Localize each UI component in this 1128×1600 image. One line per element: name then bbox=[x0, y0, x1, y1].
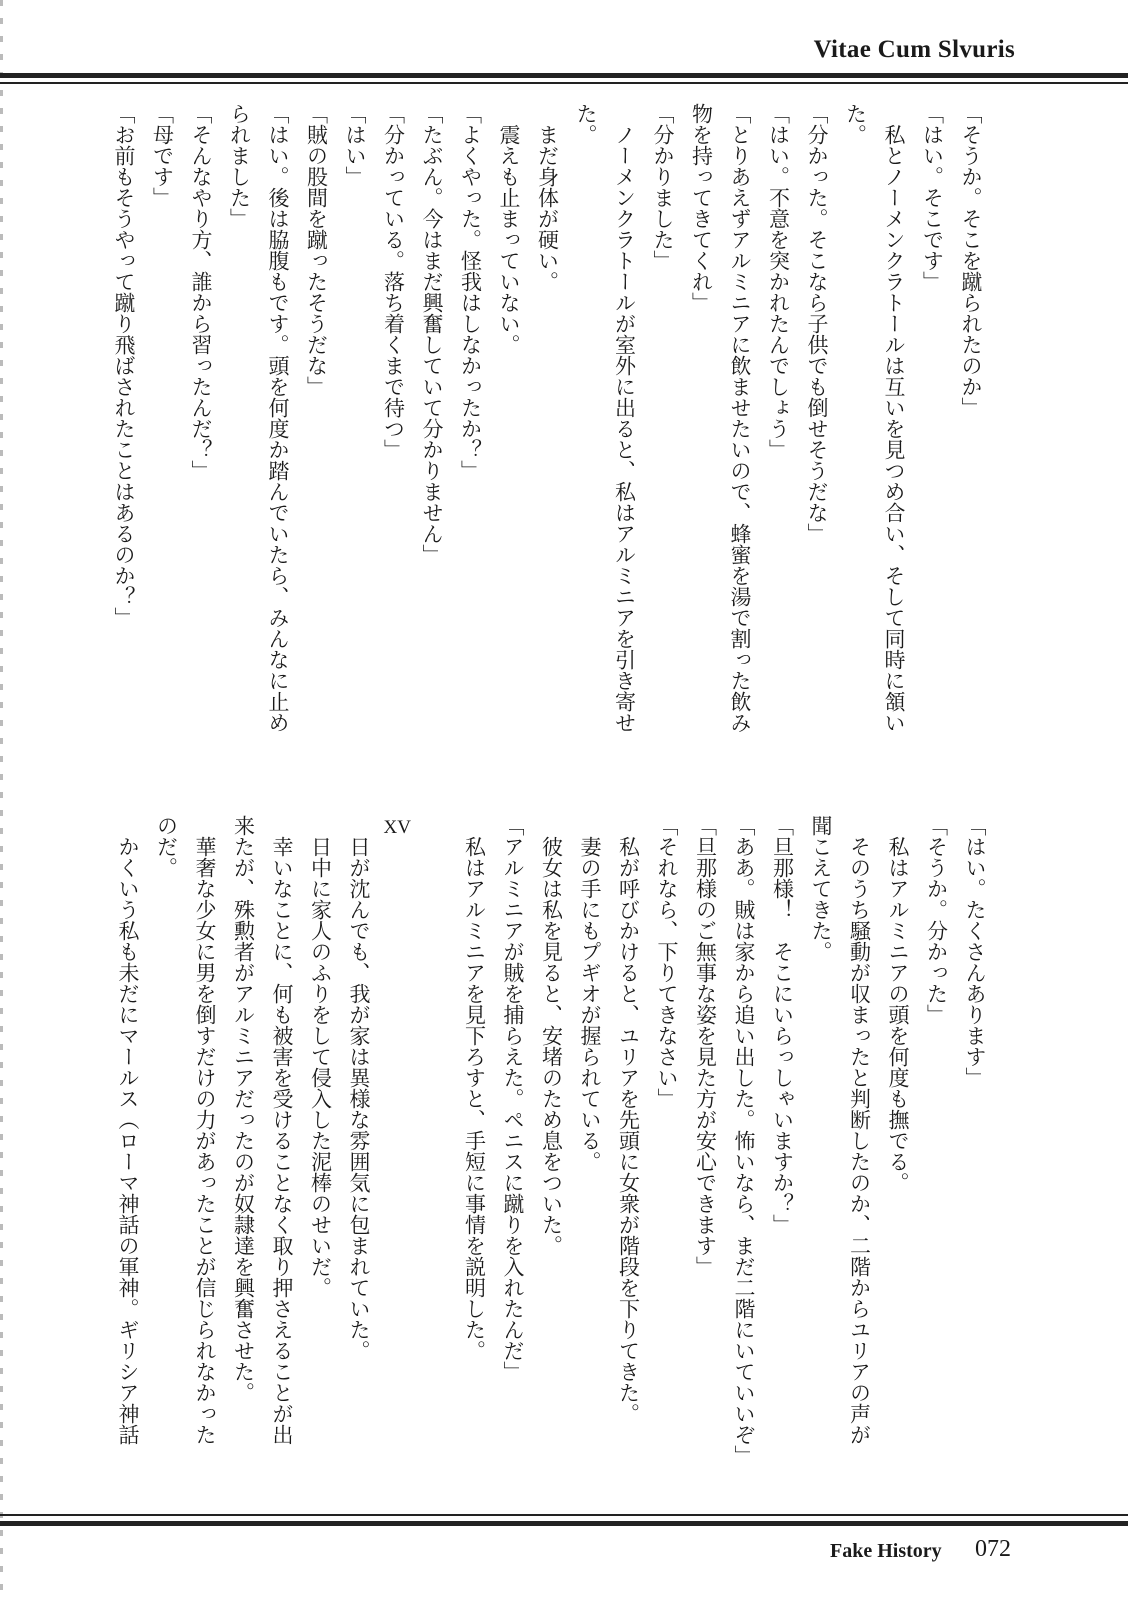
text-line: 「分かった。そこなら子供でも倒せそうだな」 bbox=[805, 103, 829, 544]
text-line: 「旦那様！ そこにいらっしゃいますか？」 bbox=[770, 815, 795, 1235]
text-block-bottom bbox=[109, 815, 995, 1475]
text-line: 「旦那様のご無事な姿を見た方が安心できます」 bbox=[693, 815, 718, 1277]
text-line: 「はい。そこです」 bbox=[920, 103, 945, 292]
section-heading: XV bbox=[383, 817, 411, 838]
running-header-title: Vitae Cum Slvuris bbox=[813, 36, 1015, 63]
text-line: た。 bbox=[574, 103, 598, 145]
text-line: 私が呼びかけると、ユリアを先頭に女衆が階段を下りてきた。 bbox=[616, 815, 641, 1424]
footer-rule-thin bbox=[0, 1514, 1128, 1516]
text-line: 「はい。後は脇腹もです。頭を何度か踏んでいたら、みんなに止め bbox=[266, 103, 290, 733]
running-footer-title: Fake History bbox=[830, 1540, 942, 1562]
header-rule-thin bbox=[0, 82, 1128, 84]
text-line: 来たが、殊勲者がアルミニアだったのが奴隷達を興奮させた。 bbox=[231, 815, 256, 1403]
text-line: そのうち騒動が収まったと判断したのか、二階からユリアの声が bbox=[847, 815, 872, 1445]
text-line: 「分かっている。落ち着くまで待つ」 bbox=[381, 103, 406, 460]
text-line: 「賊の股間を蹴ったそうだな」 bbox=[304, 103, 329, 397]
page-edge-marks bbox=[0, 0, 3, 1600]
text-line: まだ身体が硬い。 bbox=[535, 103, 560, 292]
text-line: 「そうか。分かった」 bbox=[924, 815, 949, 1025]
text-line: 私はアルミニアを見下ろすと、手短に事情を説明した。 bbox=[462, 815, 487, 1361]
text-line: た。 bbox=[843, 103, 868, 145]
page-number: 072 bbox=[975, 1536, 1011, 1562]
text-line: 私とノーメンクラトールは互いを見つめ合い、そして同時に頷い bbox=[882, 103, 906, 733]
text-block-top bbox=[105, 103, 991, 763]
text-line: 華奢な少女に男を倒すだけの力があったことが信じられなかった bbox=[193, 815, 217, 1445]
text-line: 「たぶん。今はまだ興奮していて分かりません」 bbox=[420, 103, 444, 565]
text-line: 「アルミニアが賊を捕らえた。ペニスに蹴りを入れたんだ」 bbox=[501, 815, 525, 1382]
text-line: 日が沈んでも、我が家は異様な雰囲気に包まれていた。 bbox=[347, 815, 371, 1361]
text-line: 「そんなやり方、誰から習ったんだ？」 bbox=[189, 103, 213, 481]
text-line: 幸いなことに、何も被害を受けることなく取り押さえることが出 bbox=[270, 815, 294, 1445]
text-line: 「分かりました」 bbox=[651, 103, 675, 271]
text-line: のだ。 bbox=[154, 815, 179, 878]
text-line: 「お前もそうやって蹴り飛ばされたことはあるのか？」 bbox=[112, 103, 136, 628]
text-line: られました」 bbox=[227, 103, 252, 229]
text-line: 私はアルミニアの頭を何度も撫でる。 bbox=[886, 815, 910, 1193]
text-line: 「ああ。賊は家から追い出した。怖いなら、まだ二階にいていいぞ」 bbox=[732, 815, 756, 1466]
header-rule-thick bbox=[0, 73, 1128, 78]
text-line: 「はい」 bbox=[343, 103, 367, 187]
text-line: 妻の手にもプギオが握られている。 bbox=[578, 815, 602, 1172]
text-line: ノーメンクラトールが室外に出ると、私はアルミニアを引き寄せ bbox=[612, 103, 637, 733]
text-line: 「よくやった。怪我はしなかったか？」 bbox=[458, 103, 483, 481]
blank-line bbox=[417, 815, 456, 1475]
text-line: 「母です」 bbox=[150, 103, 175, 208]
text-line: かくいう私も未だにマールス（ローマ神話の軍神。ギリシア神話 bbox=[116, 815, 140, 1445]
text-line: 震えも止まっていない。 bbox=[497, 103, 521, 355]
text-line: 彼女は私を見ると、安堵のため息をついた。 bbox=[539, 815, 564, 1256]
text-line: 日中に家人のふりをして侵入した泥棒のせいだ。 bbox=[308, 815, 333, 1298]
text-line: 「そうか。そこを蹴られたのか」 bbox=[959, 103, 983, 418]
text-line: 物を持ってきてくれ」 bbox=[689, 103, 714, 313]
text-line: 聞こえてきた。 bbox=[809, 815, 833, 962]
text-line: 「はい。たくさんあります」 bbox=[963, 815, 987, 1088]
footer-rule-thick bbox=[0, 1521, 1128, 1526]
text-line: 「はい。不意を突かれたんでしょう」 bbox=[766, 103, 791, 460]
text-line: 「それなら、下りてきなさい」 bbox=[655, 815, 679, 1109]
text-line: 「とりあえずアルミニアに飲ませたいので、蜂蜜を湯で割った飲み bbox=[728, 103, 752, 733]
